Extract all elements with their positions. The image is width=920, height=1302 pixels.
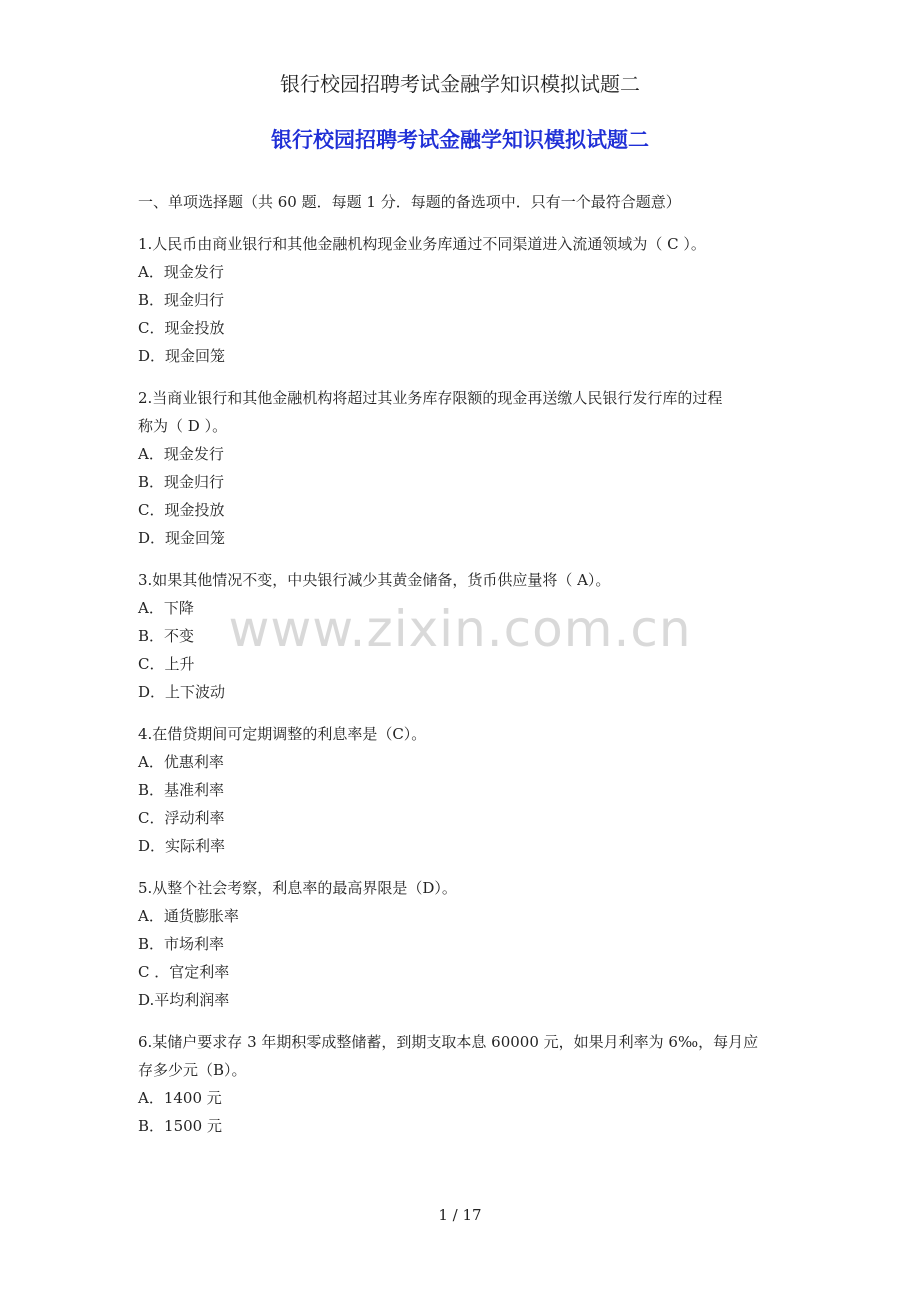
question-1 [138,230,798,370]
question-text: 6.某储户要求存 3 年期积零成整储蓄，到期支取本息 60000 元，如果月利率为 6‰，每月应 [138,1033,759,1051]
question-4 [138,720,798,860]
question-text-cont: 称为（ D ）。 [138,417,228,435]
watermark: www.zixin.com.cn [228,600,692,658]
option-b: B．现金归行 [138,291,225,309]
option-b: B．市场利率 [138,935,225,953]
option-c: C．浮动利率 [138,809,225,827]
option-c: C．上升 [138,655,195,673]
option-c: C．现金投放 [138,501,225,519]
option-a: A．1400 元 [138,1089,222,1107]
option-d: D．上下波动 [138,683,226,701]
option-b: B．现金归行 [138,473,225,491]
question-text-cont: 存多少元（B）。 [138,1061,247,1079]
question-text: 1.人民币由商业银行和其他金融机构现金业务库通过不同渠道进入流通领域为（ C ）。 [138,235,706,253]
page-number: 1 / 17 [438,1206,482,1224]
option-d: D．现金回笼 [138,347,226,365]
section-heading: 一、单项选择题（共 60 题．每题 1 分．每题的备选项中．只有一个最符合题意） [138,193,681,211]
option-c: C．现金投放 [138,319,225,337]
question-text: 5.从整个社会考察，利息率的最高界限是（D）。 [138,879,457,897]
question-2 [138,384,798,552]
option-d: D．现金回笼 [138,529,226,547]
option-b: B．不变 [138,627,195,645]
option-b: B．基准利率 [138,781,225,799]
question-6 [138,1028,798,1140]
document-body [138,188,798,1140]
option-a: A．下降 [138,599,194,617]
option-d: D．实际利率 [138,837,226,855]
document-title: 银行校园招聘考试金融学知识模拟试题二 [271,128,649,152]
page-header: 银行校园招聘考试金融学知识模拟试题二 [280,72,640,96]
question-3 [138,566,798,706]
option-d: D.平均利润率 [138,991,230,1009]
option-b: B．1500 元 [138,1117,222,1135]
option-a: A．优惠利率 [138,753,224,771]
option-c: C ．官定利率 [138,963,230,981]
option-a: A．现金发行 [138,445,224,463]
question-text: 3.如果其他情况不变，中央银行减少其黄金储备，货币供应量将（ A）。 [138,571,611,589]
option-a: A．通货膨胀率 [138,907,239,925]
question-text: 4.在借贷期间可定期调整的利息率是（C）。 [138,725,427,743]
option-a: A．现金发行 [138,263,224,281]
question-5 [138,874,798,1014]
question-text: 2.当商业银行和其他金融机构将超过其业务库存限额的现金再送缴人民银行发行库的过程 [138,389,723,407]
